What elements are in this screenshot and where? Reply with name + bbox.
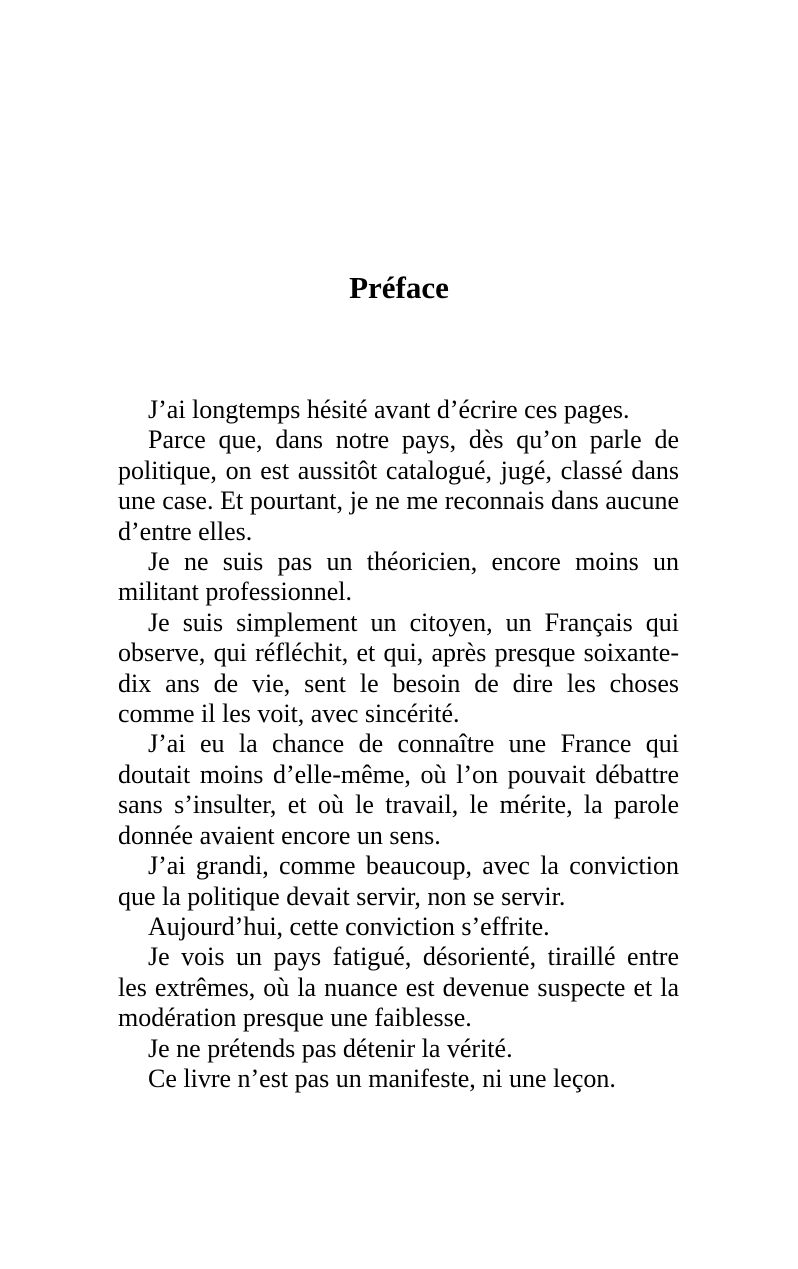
paragraph: Aujourd’hui, cette conviction s’effrite. bbox=[148, 911, 550, 941]
paragraph: J’ai grandi, comme beaucoup, avec la conviction que la politique devait servir, non se servir. bbox=[118, 851, 679, 911]
paragraph: Parce que, dans notre pays, dès qu’on parle de politique, on est aussitôt catalogué, jugé, classé dans une case. Et pourtant, je ne me reconnais dans aucune d’entre elles. bbox=[118, 425, 679, 546]
chapter-title: Préface bbox=[349, 270, 449, 305]
preface-body bbox=[118, 395, 679, 1094]
paragraph: Je ne prétends pas détenir la vérité. bbox=[148, 1033, 513, 1063]
paragraph: Je vois un pays fatigué, désorienté, tiraillé entre les extrêmes, où la nuance est devenue suspecte et la modération presque une faiblesse. bbox=[118, 942, 679, 1033]
paragraph: J’ai eu la chance de connaître une France qui doutait moins d’elle-même, où l’on pouvait débattre sans s’insulter, et où le travail, le mérite, la parole donnée avaient encore un sens. bbox=[118, 729, 679, 850]
paragraph: Je ne suis pas un théoricien, encore moins un militant professionnel. bbox=[118, 547, 679, 607]
paragraph: Je suis simplement un citoyen, un Français qui observe, qui réfléchit, et qui, après presque soixante-dix ans de vie, sent le besoin de dire les choses comme il les voit, avec sincérité. bbox=[118, 607, 679, 729]
paragraph: Ce livre n’est pas un manifeste, ni une leçon. bbox=[148, 1063, 616, 1093]
paragraph: J’ai longtemps hésité avant d’écrire ces pages. bbox=[148, 395, 630, 424]
